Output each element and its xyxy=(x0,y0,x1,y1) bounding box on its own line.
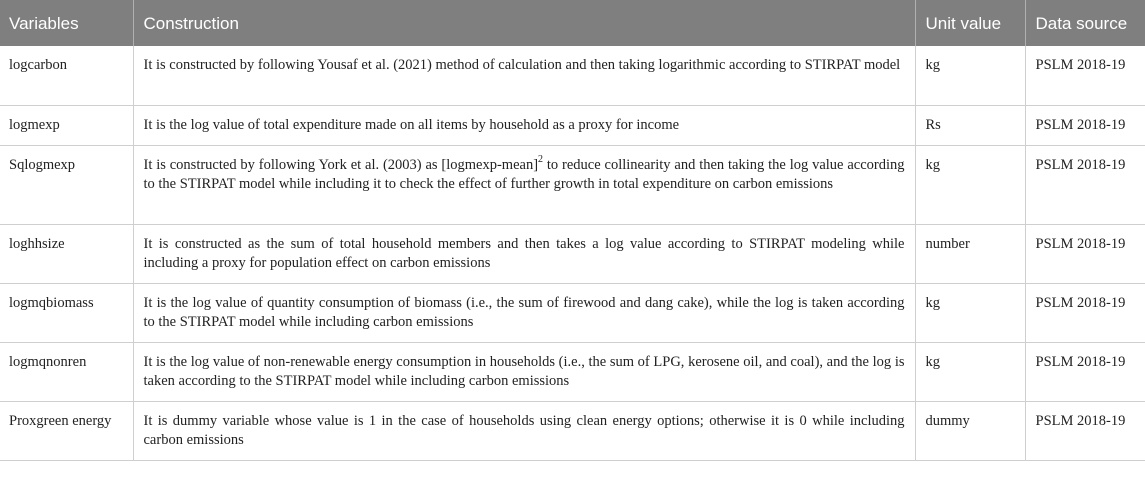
table-row xyxy=(0,342,1145,401)
cell-unit: kg xyxy=(915,342,1025,401)
superscript-exponent: 2 xyxy=(538,153,544,165)
cell-construction: It is dummy variable whose value is 1 in the case of households using clean energy options; otherwise it is 0 while including carbon emissions xyxy=(133,401,915,460)
cell-unit: dummy xyxy=(915,401,1025,460)
cell-unit: number xyxy=(915,224,1025,283)
header-variables: Variables xyxy=(0,0,133,46)
cell-construction: It is the log value of non-renewable energy consumption in households (i.e., the sum of LPG, kerosene oil, and coal), and the log is taken according to the STIRPAT model while including carbon emissions xyxy=(133,342,915,401)
cell-variable: logmqbiomass xyxy=(0,283,133,342)
cell-source: PSLM 2018-19 xyxy=(1025,105,1145,145)
table-row xyxy=(0,224,1145,283)
table-row xyxy=(0,283,1145,342)
cell-variable: logcarbon xyxy=(0,46,133,105)
cell-source: PSLM 2018-19 xyxy=(1025,145,1145,224)
table-row xyxy=(0,46,1145,105)
cell-construction: It is the log value of quantity consumption of biomass (i.e., the sum of firewood and dang cake), while the log is taken according to the STIRPAT model while including carbon emissions xyxy=(133,283,915,342)
cell-variable: Proxgreen energy xyxy=(0,401,133,460)
cell-construction xyxy=(133,145,915,224)
header-construction: Construction xyxy=(133,0,915,46)
cell-variable: logmqnonren xyxy=(0,342,133,401)
header-unit-value: Unit value xyxy=(915,0,1025,46)
table-row xyxy=(0,105,1145,145)
cell-unit: kg xyxy=(915,283,1025,342)
table-row xyxy=(0,401,1145,460)
cell-source: PSLM 2018-19 xyxy=(1025,401,1145,460)
cell-variable: loghhsize xyxy=(0,224,133,283)
cell-source: PSLM 2018-19 xyxy=(1025,283,1145,342)
table-row xyxy=(0,145,1145,224)
table-header xyxy=(0,0,1145,46)
cell-source: PSLM 2018-19 xyxy=(1025,224,1145,283)
cell-construction: It is constructed as the sum of total household members and then takes a log value according to STIRPAT modeling while including a proxy for population effect on carbon emissions xyxy=(133,224,915,283)
header-row xyxy=(0,0,1145,46)
cell-construction: It is the log value of total expenditure made on all items by household as a proxy for income xyxy=(133,105,915,145)
cell-source: PSLM 2018-19 xyxy=(1025,342,1145,401)
header-data-source: Data source xyxy=(1025,0,1145,46)
cell-unit: kg xyxy=(915,46,1025,105)
construction-text-end: to reduce collinearity and then taking the log value according to the STIRPAT model while including it to check the effect of further growth in total expenditure on carbon emissions xyxy=(143,156,905,192)
cell-unit: kg xyxy=(915,145,1025,224)
cell-variable: Sqlogmexp xyxy=(0,145,133,224)
cell-construction: It is constructed by following Yousaf et al. (2021) method of calculation and then taking logarithmic according to STIRPAT model xyxy=(133,46,915,105)
cell-unit: Rs xyxy=(915,105,1025,145)
construction-text-start: It is constructed by following York et al. (2003) as [logmexp-mean] xyxy=(143,156,539,173)
cell-source: PSLM 2018-19 xyxy=(1025,46,1145,105)
cell-variable: logmexp xyxy=(0,105,133,145)
table-body xyxy=(0,46,1145,460)
